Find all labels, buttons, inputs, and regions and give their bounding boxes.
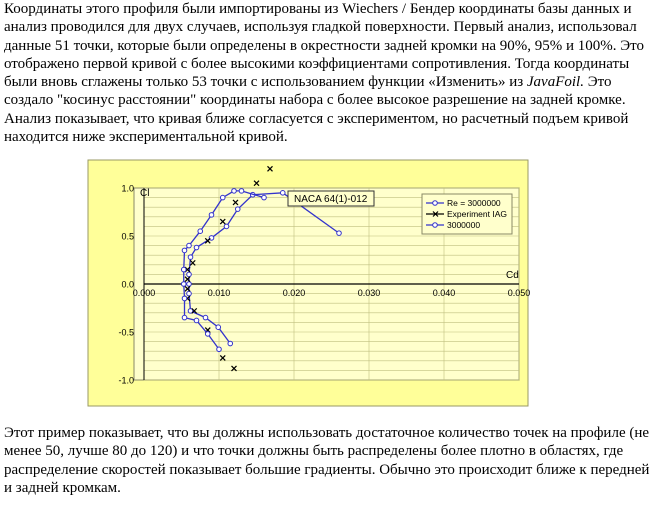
y-tick-label: -0.5 (118, 327, 134, 338)
legend-marker (433, 201, 438, 206)
data-point (181, 282, 186, 287)
legend-label: Re = 3000000 (447, 198, 501, 208)
data-point (194, 318, 199, 323)
data-point (198, 229, 203, 234)
legend-label: Experiment IAG (447, 209, 507, 219)
data-point (235, 207, 240, 212)
chart-title: NACA 64(1)-012 (294, 194, 368, 205)
x-tick-label: 0.020 (282, 288, 306, 298)
legend-label: 3000000 (447, 220, 481, 230)
x-tick-label: 0.040 (432, 288, 456, 298)
x-tick-label: 0.030 (357, 288, 381, 298)
paragraph-conclusion: Этот пример показывает, что вы должны использовать достаточное количество точек на профиле (не менее 50, лучше 80 до 120) и что точки должны быть распределены более плотно в областях, где распределение скоростей показывает большие градиенты. Обычно это происходит ближе к передней и задней кромкам. (4, 425, 650, 496)
y-tick-label: 0.5 (121, 231, 134, 242)
y-tick-label: 0.0 (121, 279, 134, 290)
data-point (205, 332, 210, 337)
data-point (187, 282, 192, 287)
data-point (187, 243, 192, 248)
data-point (187, 272, 192, 277)
data-point (194, 245, 199, 250)
data-point (188, 255, 193, 260)
data-point (337, 231, 342, 236)
data-point (262, 195, 267, 200)
data-point (209, 213, 214, 218)
data-point (228, 341, 233, 346)
data-point (181, 267, 186, 272)
data-point (203, 315, 208, 320)
data-point (187, 291, 192, 296)
data-point (182, 248, 187, 253)
y-tick-label: -1.0 (118, 375, 134, 386)
legend-marker (433, 223, 438, 228)
y-axis-label: Cl (140, 188, 150, 199)
data-point (216, 325, 221, 330)
x-tick-label: 0.050 (507, 288, 531, 298)
data-point (182, 315, 187, 320)
data-point (239, 189, 244, 194)
data-point (224, 224, 229, 229)
paragraph-intro-text: Координаты этого профиля были импортированы из Wiechers / Бендер координаты базы данных и анализ проводился для двух случаев, используя гладкой поверхности. Первый анализ, использовал данные 51 точки, которые были определены в окрестности задней кромки на 90%, 95% и 100%. Это отображено первой кривой с более высокими коэффициентами сопротивления. Тогда координаты были вновь сглажены только 53 точки с использованием функции «Изменить» из (4, 1, 645, 91)
x-tick-label: 0.000 (132, 288, 156, 298)
data-point (280, 191, 285, 196)
data-point (217, 347, 222, 352)
data-point (232, 189, 237, 194)
javafoil-italic: JavaFoil. (526, 74, 584, 91)
polar-chart (88, 160, 531, 406)
legend (422, 194, 512, 234)
data-point (220, 195, 225, 200)
paragraph-intro (4, 0, 659, 146)
data-point (182, 296, 187, 301)
data-point (209, 236, 214, 241)
x-tick-label: 0.010 (207, 288, 231, 298)
y-tick-label: 1.0 (121, 183, 134, 194)
x-axis-label: Cd (506, 270, 519, 281)
paragraph-intro-text-end: Это создало "косинус расстоянии" координаты набора с более высокое разрешение на задней кромке. Анализ показывает, что кривая ближе согласуется с экспериментом, но расчетный подъем кривой находится ниже экспериментальной кривой. (4, 74, 629, 146)
